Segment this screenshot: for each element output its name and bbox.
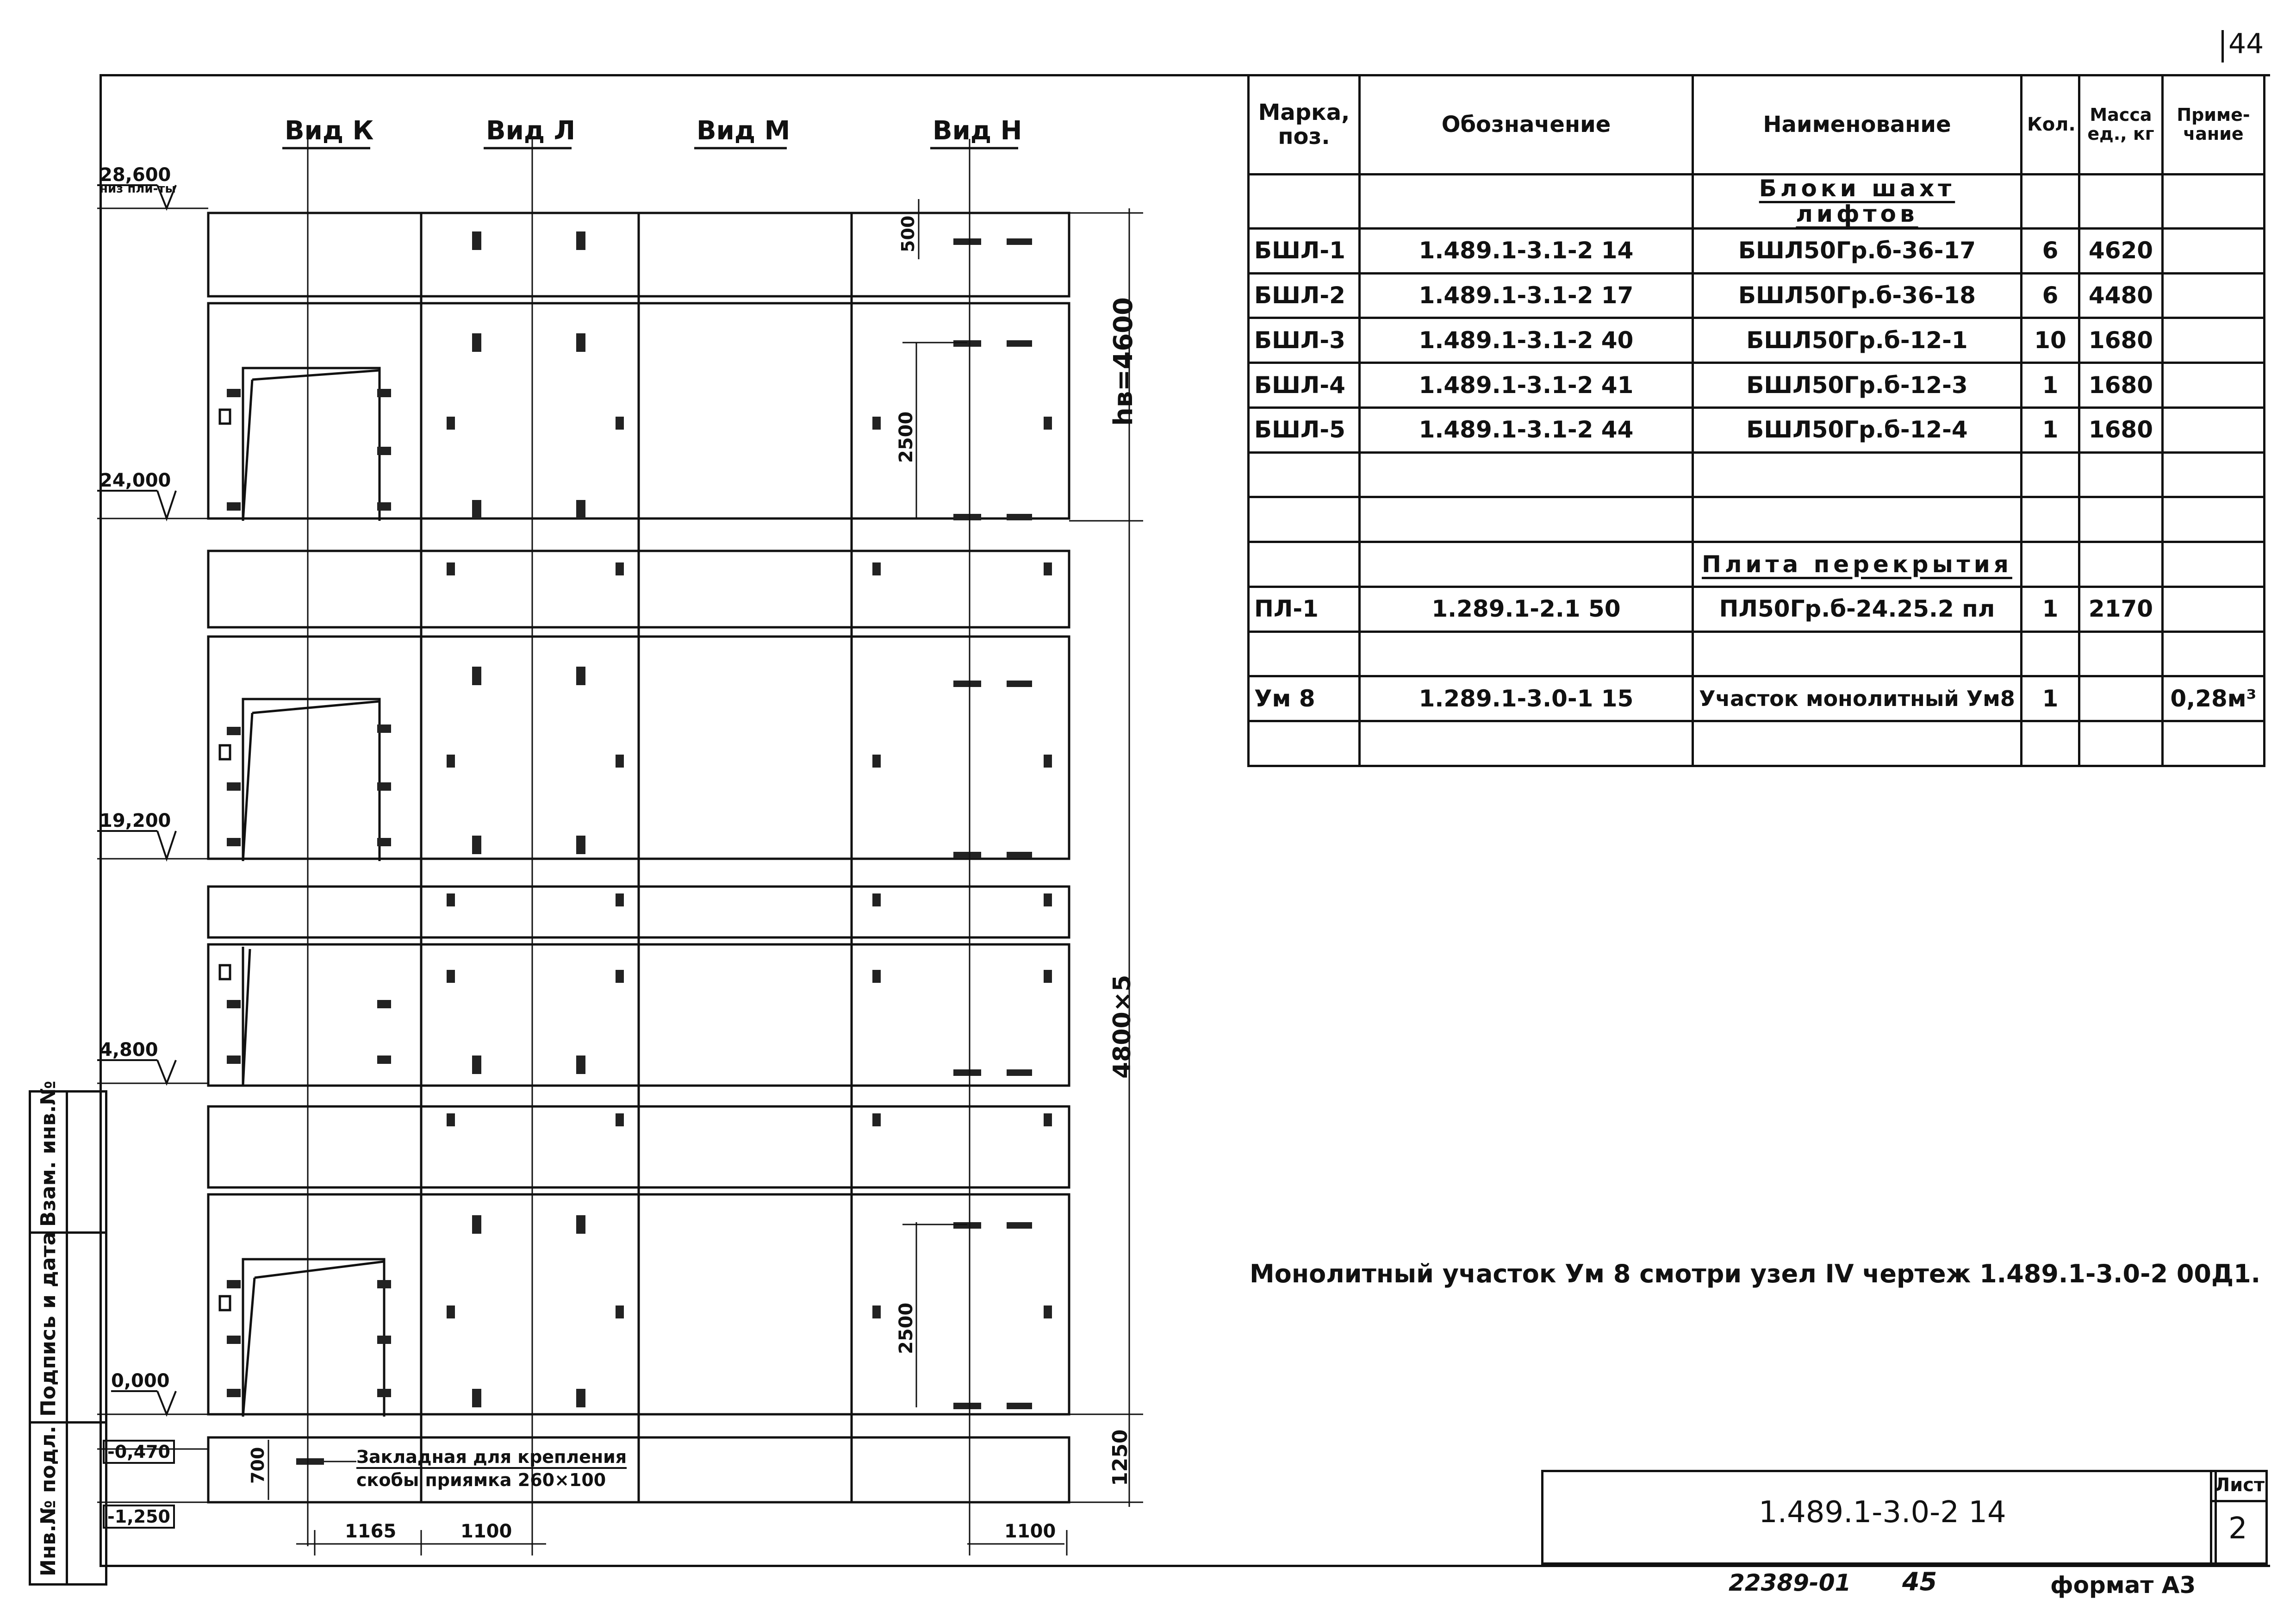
elevation-minus-0470: -0,470 [103,1440,175,1464]
header-note: Приме-чание [2163,75,2265,175]
table-row: ПЛ-1 1.289.1-2.1 50 ПЛ50Гр.б-24.25.2 пл 1 2170 [1249,587,2265,631]
section-floor-slab: Плита перекрытия [1693,542,2022,587]
callout-line-2: скобы приямка 260×100 [356,1470,606,1490]
page-number: 44 [2228,28,2264,60]
view-l-title: Вид Л [486,116,576,146]
dim-hb: hв=4600 [1108,297,1139,426]
dim-1100-left: 1100 [460,1521,512,1542]
elevation-top-note: низ пли-ты [100,182,176,196]
callout-line-1: Закладная для крепления [356,1447,627,1469]
dim-1165: 1165 [345,1521,397,1542]
stamp-replacement: Взам. инв.№ [37,1081,60,1227]
sheet-label: Лист [2215,1474,2265,1496]
elevation-24000: 24,000 [100,470,171,491]
dim-700: 700 [248,1447,268,1484]
header-mark: Марка, поз. [1249,75,1360,175]
section-lift-blocks: Блоки шахт лифтов [1693,174,2022,228]
elevation-4800: 4,800 [100,1039,158,1061]
drawing-code: 1.489.1-3.0-2 14 [1759,1495,2006,1530]
table-row: БШЛ-4 1.489.1-3.1-2 41 БШЛ50Гр.б-12-3 1 1680 [1249,363,2265,408]
table-row: БШЛ-3 1.489.1-3.1-2 40 БШЛ50Гр.б-12-1 10 1680 [1249,318,2265,363]
dim-1250: 1250 [1108,1429,1132,1486]
approval-stamp [29,1081,107,1586]
order-number: 22389-01 [1729,1569,1851,1596]
dim-2500-upper: 2500 [896,411,917,463]
elevation-19200: 19,200 [100,810,171,831]
header-qty: Кол. [2022,75,2079,175]
view-m-title: Вид М [697,116,790,146]
dim-4800x5: 4800×5 [1108,974,1136,1079]
header-name: Наименование [1693,75,2022,175]
view-k-title: Вид К [285,116,374,146]
table-row: Ум 8 1.289.1-3.0-1 15 Участок монолитный Ум8 1 0,28м³ [1249,676,2265,721]
sheet-number: 2 [2228,1512,2247,1546]
specification-table [1247,74,2265,767]
elevation-0000: 0,000 [111,1370,170,1392]
header-mass: Масса ед., кг [2079,75,2163,175]
monolithic-note: Монолитный участок Ум 8 смотри узел IV чертеж 1.489.1-3.0-2 00Д1. [1250,1259,2261,1288]
dim-1100-right: 1100 [1004,1521,1056,1542]
elevation-minus-1250: -1,250 [103,1505,175,1529]
dim-2500-lower: 2500 [896,1302,917,1354]
page-number-mark [2221,30,2224,62]
table-row: БШЛ-5 1.489.1-3.1-2 44 БШЛ50Гр.б-12-4 1 1680 [1249,407,2265,452]
paper-format: формат А3 [2050,1572,2196,1599]
header-designation: Обозначение [1360,75,1693,175]
stamp-signature-date: Подпись и дата [37,1231,60,1417]
table-row: БШЛ-2 1.489.1-3.1-2 17 БШЛ50Гр.б-36-18 6 4480 [1249,273,2265,318]
elevation-top: 28,600 [100,164,171,186]
stamp-inv-original: Инв.№ подл. [37,1425,60,1576]
table-row: БШЛ-1 1.489.1-3.1-2 14 БШЛ50Гр.б-36-17 6 4620 [1249,228,2265,273]
dim-500: 500 [898,215,918,252]
footer-page: 45 [1902,1567,1937,1596]
view-n-title: Вид Н [933,116,1022,146]
